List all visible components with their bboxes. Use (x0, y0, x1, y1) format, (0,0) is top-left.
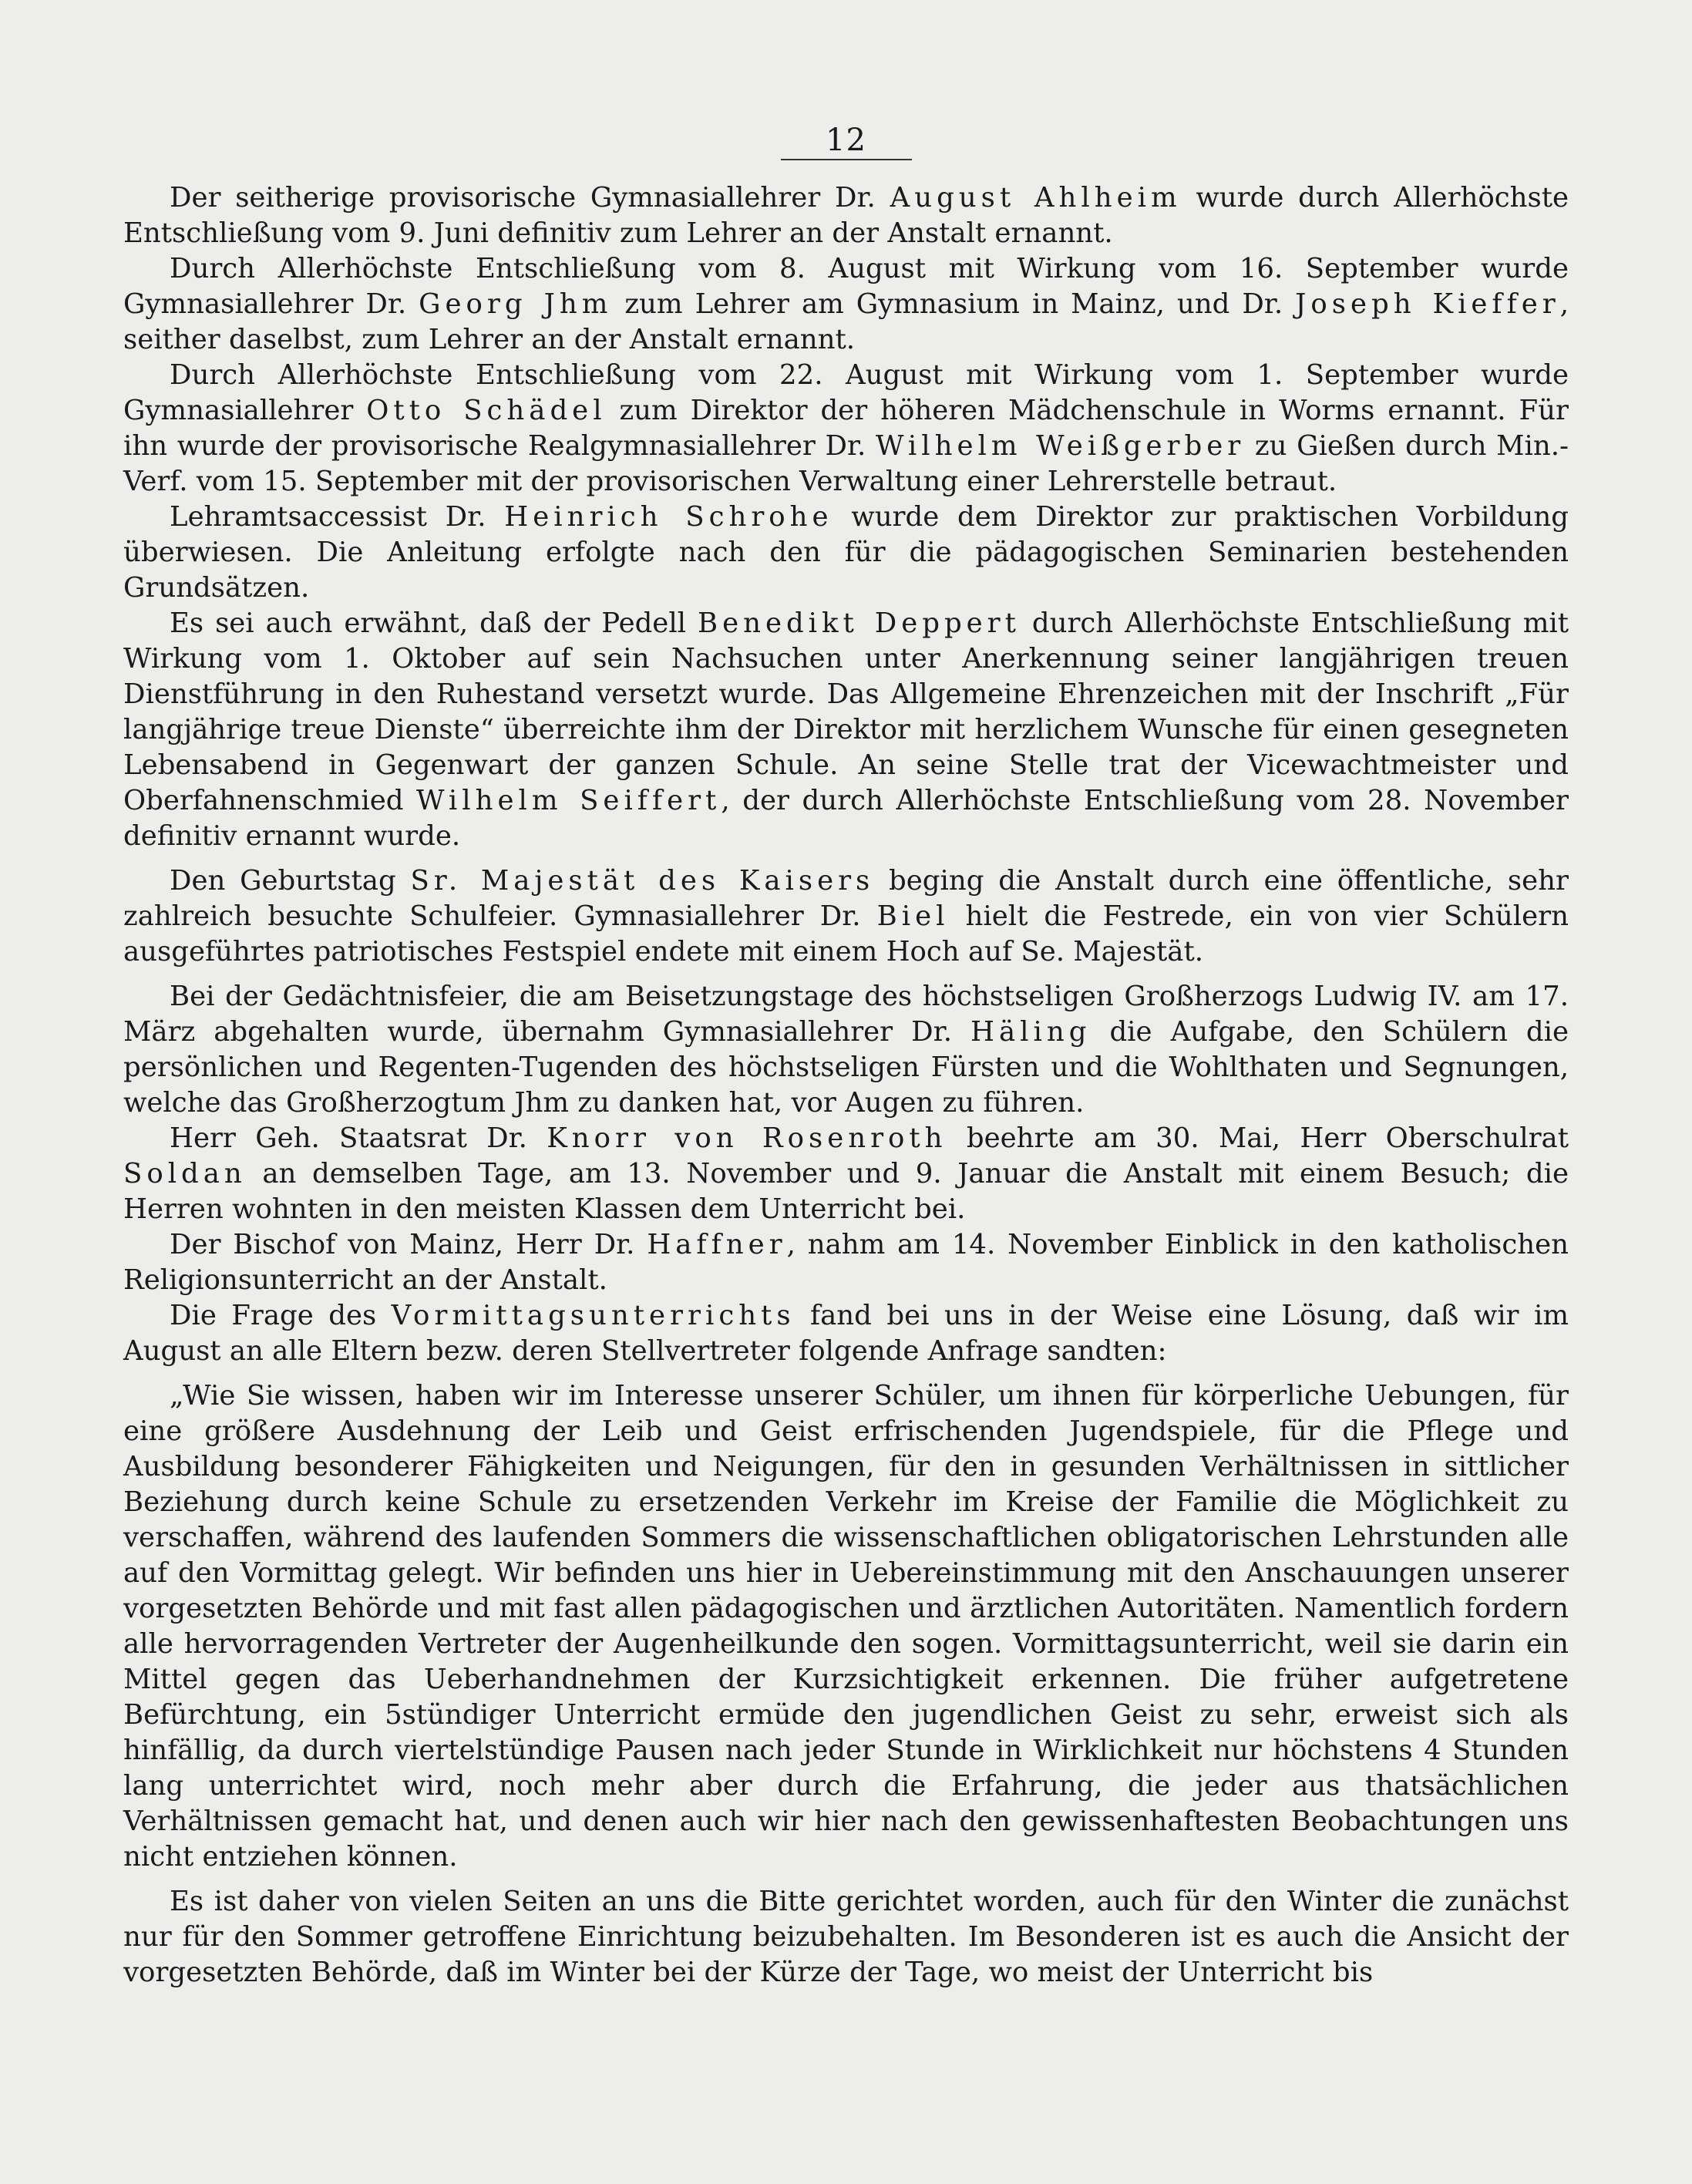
paragraph (123, 1227, 1569, 1298)
spaced-name: Georg Jhm (419, 288, 613, 320)
spaced-name: Benedikt Deppert (697, 607, 1021, 639)
paragraph (123, 500, 1569, 606)
spaced-name: Joseph Kieffer (1295, 288, 1560, 320)
paragraph (123, 251, 1569, 358)
text-run: wurde durch Allerhöchste Entschließung vom 9. Juni definitiv zum Lehrer an der Anstalt ernannt. (123, 182, 1569, 249)
text-run: Lehramtsaccessist Dr. (170, 501, 505, 533)
page-number: 12 (826, 123, 866, 158)
paragraph (123, 358, 1569, 500)
text-run: Den Geburtstag (170, 865, 411, 897)
text-run: Es ist daher von vielen Seiten an uns die Bitte gerichtet worden, auch für den Winter die zunächst nur für den Sommer getroffene Einrichtung beizubehalten. Im Besonderen ist es auch die Ansicht der vorgesetzten Behörde, daß im Winter bei der Kürze der Tage, wo meist der Unterricht bis (123, 1886, 1569, 1988)
spaced-name: August Ahlheim (890, 182, 1182, 214)
text-run: beging die Anstalt durch eine öffentliche, sehr zahlreich besuchte Schulfeier. Gymnasiallehrer Dr. (123, 865, 1569, 932)
text-run: Herr Geh. Staatsrat Dr. (170, 1122, 547, 1154)
paragraph (123, 1121, 1569, 1227)
text-run: an demselben Tage, am 13. November und 9. Januar die Anstalt mit einem Besuch; die Herren wohnten in den meisten Klassen dem Unterricht bei. (123, 1158, 1569, 1225)
text-run: „Wie Sie wissen, haben wir im Interesse unserer Schüler, um ihnen für körperliche Uebungen, für eine größere Ausdehnung der Leib und Geist erfrischenden Jugendspiele, für die Pflege und Ausbildung besonderer Fähigkeiten und Neigungen, für den in gesunden Verhältnissen in sittlicher Beziehung durch keine Schule zu ersetzenden Verkehr im Kreise der Familie die Möglichkeit zu verschaffen, während des laufenden Sommers die wissenschaftlichen obligatorischen Lehrstunden alle auf den Vormittag gelegt. Wir befinden uns hier in Uebereinstimmung mit den Anschauungen unserer vorgesetzten Behörde und mit fast allen pädagogischen und ärztlichen Autoritäten. Namentlich fordern alle hervorragenden Vertreter der Augenheilkunde den sogen. Vormittagsunterricht, weil sie darin ein Mittel gegen das Ueberhandnehmen der Kurzsichtigkeit erkennen. Die früher aufgetretene Befürchtung, ein 5stündiger Unterricht ermüde den jugendlichen Geist zu sehr, erweist sich als hinfällig, da durch viertelstündige Pausen nach jeder Stunde in Wirklichkeit nur höchstens 4 Stunden lang unterrichtet wird, noch mehr aber durch die Erfahrung, die jeder aus thatsächlichen Verhältnissen gemacht hat, und denen auch wir hier nach den gewissenhaftesten Beobachtungen uns nicht entziehen können. (123, 1380, 1569, 1873)
spaced-name: Häling (970, 1016, 1092, 1048)
text-run: Durch Allerhöchste Entschließung vom 22. August mit Wirkung vom 1. September wurde Gymnasiallehrer (123, 359, 1569, 426)
paragraph (123, 1298, 1569, 1369)
text-run: Der seitherige provisorische Gymnasiallehrer Dr. (170, 182, 890, 214)
spaced-name: Heinrich Schrohe (504, 501, 833, 533)
text-run: durch Allerhöchste Entschließung mit Wirkung vom 1. Oktober auf sein Nachsuchen unter Anerkennung seiner langjährigen treuen Dienstführung in den Ruhestand versetzt wurde. Das Allgemeine Ehrenzeichen mit der Inschrift „Für langjährige treue Dienste“ überreichte ihm der Direktor mit herzlichem Wunsche für einen gesegneten Lebensabend in Gegenwart der ganzen Schule. An seine Stelle trat der Vicewachtmeister und Oberfahnenschmied (123, 607, 1569, 816)
spaced-name: Knorr von Rosenroth (547, 1122, 947, 1154)
text-run: Es sei auch erwähnt, daß der Pedell (170, 607, 698, 639)
quoted-inquiry (123, 1378, 1569, 1875)
paragraph (123, 979, 1569, 1121)
text-run: hielt die Festrede, ein von vier Schülern ausgeführtes patriotisches Festspiel endete mit einem Hoch auf Se. Majestät. (123, 900, 1569, 967)
text-run: Der Bischof von Mainz, Herr Dr. (170, 1229, 648, 1260)
paragraph (123, 1884, 1569, 1991)
spaced-name: Vormittagsunterrichts (391, 1300, 796, 1331)
text-run: zum Direktor der höheren Mädchenschule in Worms ernannt. Für ihn wurde der provisorische Realgymnasiallehrer Dr. (123, 395, 1569, 462)
text-run: Durch Allerhöchste Entschließung vom 8. August mit Wirkung vom 16. September wurde Gymnasiallehrer Dr. (123, 253, 1569, 320)
page-number-rule (781, 159, 912, 160)
paragraph (123, 606, 1569, 854)
text-run: wurde dem Direktor zur praktischen Vorbildung überwiesen. Die Anleitung erfolgte nach den für die pädagogischen Seminarien bestehenden Grundsätzen. (123, 501, 1569, 604)
text-run: Bei der Gedächtnisfeier, die am Beisetzungstage des höchstseligen Großherzogs Ludwig IV. am 17. März abgehalten wurde, übernahm Gymnasiallehrer Dr. (123, 981, 1569, 1048)
spaced-name: Biel (876, 900, 950, 932)
paragraph (123, 863, 1569, 970)
text-run: zu Gießen durch Min.-Verf. vom 15. September mit der provisorischen Verwaltung einer Lehrerstelle betraut. (123, 430, 1569, 497)
text-run: , nahm am 14. November Einblick in den katholischen Religionsunterricht an der Anstalt. (123, 1229, 1569, 1296)
text-run: , der durch Allerhöchste Entschließung vom 28. November definitiv ernannt wurde. (123, 785, 1569, 852)
spaced-name: Wilhelm Seiffert (416, 785, 722, 816)
text-run: zum Lehrer am Gymnasium in Mainz, und Dr. (612, 288, 1296, 320)
text-run: beehrte am 30. Mai, Herr Oberschulrat (947, 1122, 1569, 1154)
spaced-name: Soldan (123, 1158, 247, 1190)
text-run: Die Frage des (170, 1300, 392, 1331)
text-run: , seither daselbst, zum Lehrer an der Anstalt ernannt. (123, 288, 1569, 355)
text-run: die Aufgabe, den Schülern die persönlichen und Regenten-Tugenden des höchstseligen Fürsten und die Wohlthaten und Segnungen, welche das Großherzogtum Jhm zu danken hat, vor Augen zu führen. (123, 1016, 1569, 1119)
spaced-name: Wilhelm Weißgerber (876, 430, 1246, 462)
text-run: fand bei uns in der Weise eine Lösung, daß wir im August an alle Eltern bezw. deren Stellvertreter folgende Anfrage sandten: (123, 1300, 1569, 1367)
paragraph (123, 180, 1569, 251)
body-text (123, 180, 1569, 1991)
spaced-name: Haffner (647, 1229, 787, 1260)
spaced-name: Otto Schädel (366, 395, 607, 426)
spaced-name: Sr. Majestät des Kaisers (410, 865, 875, 897)
